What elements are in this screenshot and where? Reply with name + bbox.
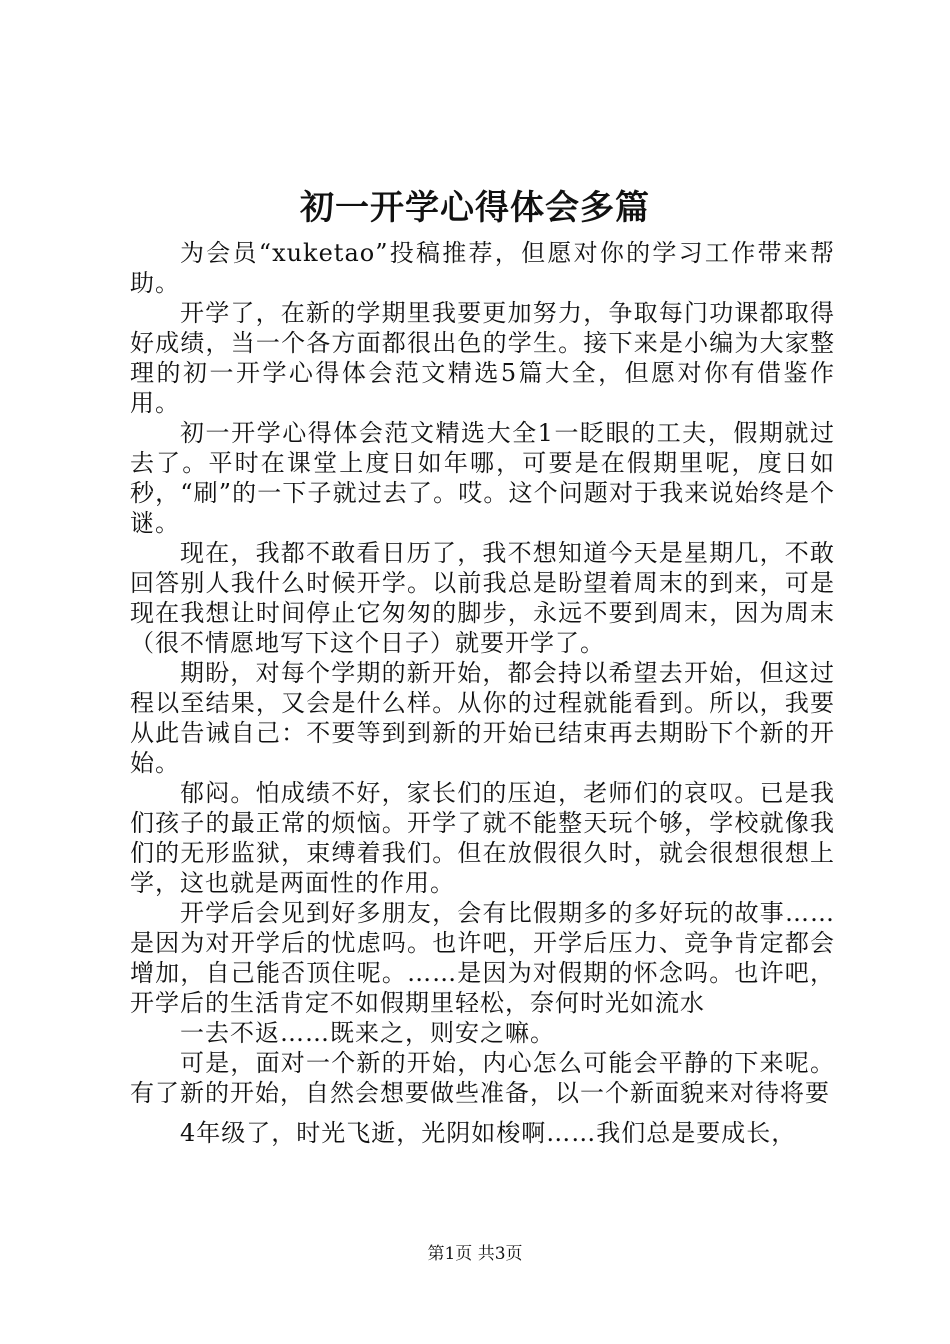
paragraph: 郁闷。怕成绩不好，家长们的压迫，老师们的哀叹。已是我们孩子的最正常的烦恼。开学了就不能整天玩个够，学校就像我们的无形监狱，束缚着我们。但在放假很久时，就会很想很想上学，这也就是两面性的作用。 <box>130 779 835 897</box>
paragraph: 开学了，在新的学期里我要更加努力，争取每门功课都取得好成绩，当一个各方面都很出色的学生。接下来是小编为大家整理的初一开学心得体会范文精选5篇大全，但愿对你有借鉴作用。 <box>130 299 835 417</box>
document-body <box>130 238 835 1148</box>
paragraph: 为会员“xuketao”投稿推荐，但愿对你的学习工作带来帮助。 <box>130 239 835 297</box>
paragraph: 初一开学心得体会范文精选大全1一眨眼的工夫，假期就过去了。平时在课堂上度日如年哪，可要是在假期里呢，度日如秒，“刷”的一下子就过去了。哎。这个问题对于我来说始终是个谜。 <box>130 419 835 537</box>
paragraph: 现在，我都不敢看日历了，我不想知道今天是星期几，不敢回答别人我什么时候开学。以前我总是盼望着周末的到来，可是现在我想让时间停止它匆匆的脚步，永远不要到周末，因为周末（很不情愿地写下这个日子）就要开学了。 <box>130 539 835 657</box>
page-footer: 第1页 共3页 <box>427 1244 523 1264</box>
paragraph: 可是，面对一个新的开始，内心怎么可能会平静的下来呢。有了新的开始，自然会想要做些准备，以一个新面貌来对待将要 <box>130 1049 835 1107</box>
paragraph: 4年级了，时光飞逝，光阴如梭啊……我们总是要成长， <box>180 1119 797 1147</box>
paragraph: 开学后会见到好多朋友，会有比假期多的多好玩的故事……是因为对开学后的忧虑吗。也许吧，开学后压力、竞争肯定都会增加，自己能否顶住呢。……是因为对假期的怀念吗。也许吧，开学后的生活肯定不如假期里轻松，奈何时光如流水 <box>130 899 835 1017</box>
paragraph: 期盼，对每个学期的新开始，都会持以希望去开始，但这过程以至结果，又会是什么样。从你的过程就能看到。所以，我要从此告诫自己：不要等到到新的开始已结束再去期盼下个新的开始。 <box>130 659 835 777</box>
document-title: 初一开学心得体会多篇 <box>300 188 650 228</box>
paragraph: 一去不返……既来之，则安之嘛。 <box>180 1019 555 1047</box>
